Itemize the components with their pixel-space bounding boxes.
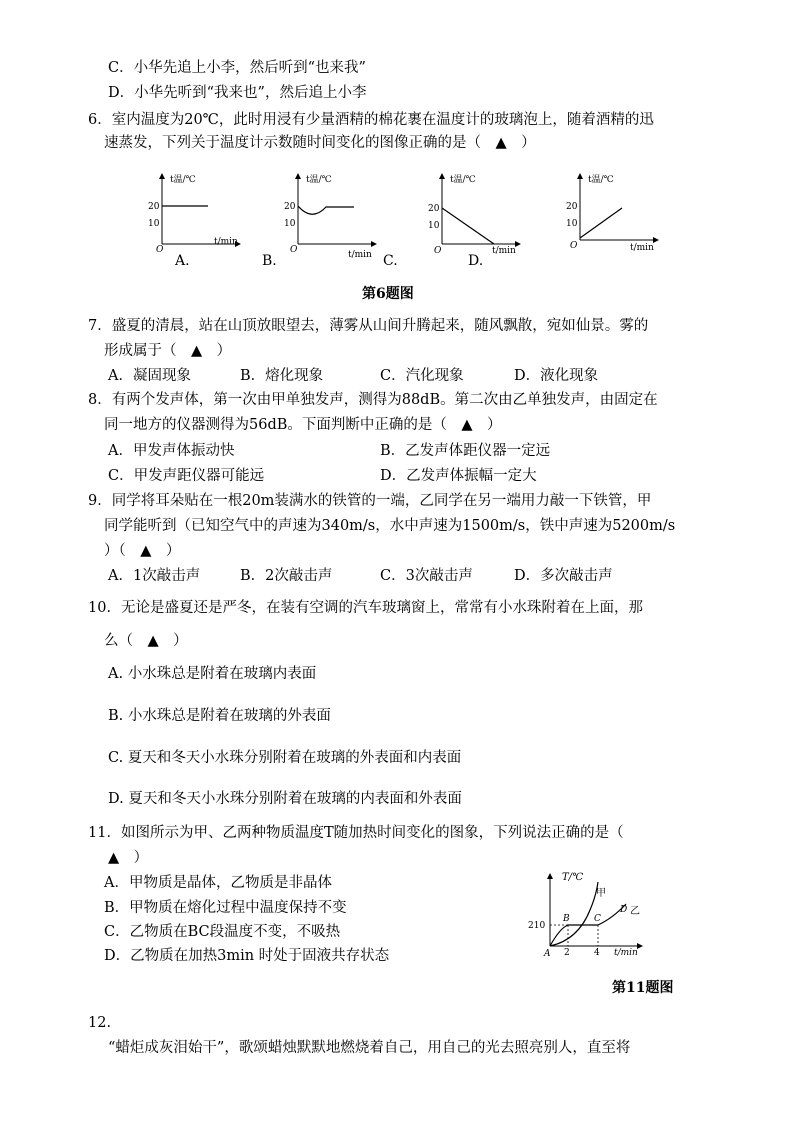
q9-option-c: C．3次敲击声 <box>380 568 473 584</box>
q8-option-a: A．甲发声体振动快 <box>108 443 235 459</box>
q6-graph-b-tick10: 10 <box>284 219 296 229</box>
q7-option-d: D．液化现象 <box>514 368 599 384</box>
q6-graph-d <box>566 170 666 252</box>
q11-stem-line2: ▲ ） <box>108 850 149 866</box>
q6-graph-b-tick20: 20 <box>284 202 296 212</box>
q6-graph-a-origin: O <box>156 245 164 252</box>
q11-label-yi: 乙 <box>630 906 640 917</box>
q11-option-b: B．甲物质在熔化过程中温度保持不变 <box>104 900 347 916</box>
q6-graph-b-curve <box>298 206 354 214</box>
q5-option-d: D．小华先听到“我来也”，然后追上小李 <box>108 85 367 101</box>
q6-graph-a-ylabel: t温/℃ <box>170 175 196 185</box>
q6-graph-b-ylabel: t温/℃ <box>306 175 332 185</box>
q6-graph-a <box>148 170 248 252</box>
q6-graph-c-label: C. <box>383 253 398 269</box>
q11-label-jia: 甲 <box>596 888 606 899</box>
q8-option-b: B．乙发声体距仪器一定远 <box>380 443 551 459</box>
q11-curve-jia <box>550 882 598 946</box>
q9-option-d: D．多次敲击声 <box>514 568 613 584</box>
q7-option-c: C．汽化现象 <box>380 368 464 384</box>
q11-caption: 第11题图 <box>612 980 674 996</box>
q8-option-d: D．乙发声体振幅一定大 <box>380 468 537 484</box>
q6-graph-d-tick10: 10 <box>566 219 578 229</box>
q6-graph-a-xlabel: t/min <box>214 237 238 247</box>
q6-graph-d-tick20: 20 <box>566 202 578 212</box>
q11-option-c: C．乙物质在BC段温度不变，不吸热 <box>104 924 341 940</box>
q6-stem-line1: 6．室内温度为20℃，此时用浸有少量酒精的棉花裹在温度计的玻璃泡上，随着酒精的迅 <box>88 112 654 128</box>
q6-graph-a-tick20: 20 <box>148 202 160 212</box>
q6-graph-b-label: B. <box>262 253 277 269</box>
q6-caption: 第6题图 <box>362 286 414 302</box>
q10-stem-line1: 10．无论是盛夏还是严冬，在装有空调的汽车玻璃窗上，常常有小水珠附着在上面，那 <box>88 600 643 616</box>
q6-graph-c-tick10: 10 <box>428 221 440 231</box>
q5-option-c: C．小华先追上小李，然后听到“也来我” <box>108 60 366 76</box>
q11-option-a: A．甲物质是晶体，乙物质是非晶体 <box>104 875 332 891</box>
q6-graph-c <box>428 170 528 258</box>
q9-stem-line2: 同学能听到（已知空气中的声速为340m/s，水中声速为1500m/s，铁中声速为5200m/s <box>104 518 676 534</box>
q11-option-d: D．乙物质在加热3min 时处于固液共存状态 <box>104 948 390 964</box>
q12-number: 12. <box>88 1015 112 1031</box>
q6-graph-d-ylabel: t温/℃ <box>588 175 614 185</box>
q6-graph-d-curve <box>580 208 622 238</box>
q6-graph-b-xlabel: t/min <box>348 250 372 260</box>
q11-graph-xlabel: t/min <box>614 948 638 958</box>
q6-stem-line2: 速蒸发，下列关于温度计示数随时间变化的图像正确的是（ ▲ ） <box>104 135 536 151</box>
q6-graph-c-xlabel: t/min <box>492 246 516 256</box>
q8-options-row1 <box>0 441 794 461</box>
q6-graph-a-label: A. <box>175 253 190 269</box>
q11-point-b: B <box>563 914 570 924</box>
q11-graph-tick-4: 4 <box>594 948 600 958</box>
q11-graph-tick-2: 2 <box>564 948 570 958</box>
q7-stem-line1: 7．盛夏的清晨，站在山顶放眼望去，薄雾从山间升腾起来，随风飘散，宛如仙景。雾的 <box>88 318 649 334</box>
q7-options <box>0 366 794 386</box>
q6-graph-a-tick10: 10 <box>148 219 160 229</box>
q6-graph-c-curve <box>442 208 494 244</box>
q11-graph-tick-210: 210 <box>528 921 546 931</box>
q6-graph-c-tick20: 20 <box>428 204 440 214</box>
q11-graph <box>528 870 648 960</box>
q9-stem-line1: 9．同学将耳朵贴在一根20m装满水的铁管的一端，乙同学在另一端用力敲一下铁管，甲 <box>88 493 652 509</box>
q11-curve-yi <box>550 904 626 946</box>
q11-point-c: C <box>594 914 601 924</box>
q8-option-c: C．甲发声距仪器可能远 <box>108 468 265 484</box>
q11-point-d: D <box>620 905 628 915</box>
q10-option-c: C. 夏天和冬天小水珠分别附着在玻璃的外表面和内表面 <box>108 750 462 766</box>
q7-option-a: A．凝固现象 <box>108 368 191 384</box>
q6-graph-d-xlabel: t/min <box>630 243 654 252</box>
q9-stem-line3: ）（ ▲ ） <box>104 543 181 559</box>
q11-stem-line1: 11．如图所示为甲、乙两种物质温度T随加热时间变化的图象，下列说法正确的是（ <box>88 825 624 841</box>
q11-graph-ylabel: T/℃ <box>562 872 584 883</box>
q7-option-b: B．熔化现象 <box>240 368 324 384</box>
q6-graph-b-origin: O <box>290 245 298 255</box>
q10-option-b: B. 小水珠总是附着在玻璃的外表面 <box>108 708 331 724</box>
q7-stem-line2: 形成属于（ ▲ ） <box>104 343 232 359</box>
q6-graph-b <box>284 170 384 260</box>
q6-graph-c-origin: O <box>434 246 442 256</box>
q9-option-a: A．1次敲击声 <box>108 568 201 584</box>
q12-line1: “蜡炬成灰泪始干”，歌颂蜡烛默默地燃烧着自己，用自己的光去照亮别人，直至将 <box>108 1040 631 1056</box>
q10-stem-line2: 么（ ▲ ） <box>104 633 188 649</box>
q9-option-b: B．2次敲击声 <box>240 568 333 584</box>
q6-graph-c-ylabel: t温/℃ <box>450 175 476 185</box>
q6-graph-d-label: D. <box>468 253 484 269</box>
q8-stem-line2: 同一地方的仪器测得为56dB。下面判断中正确的是（ ▲ ） <box>104 417 502 433</box>
q6-graph-d-origin: O <box>570 241 578 251</box>
q10-option-a: A. 小水珠总是附着在玻璃内表面 <box>108 666 317 682</box>
q11-point-a: A <box>544 949 551 959</box>
q9-options <box>0 566 794 586</box>
q10-option-d: D. 夏天和冬天小水珠分别附着在玻璃的内表面和外表面 <box>108 791 462 807</box>
q8-stem-line1: 8．有两个发声体，第一次由甲单独发声，测得为88dB。第二次由乙单独发声，由固定在 <box>88 392 658 408</box>
q8-options-row2 <box>0 466 794 486</box>
